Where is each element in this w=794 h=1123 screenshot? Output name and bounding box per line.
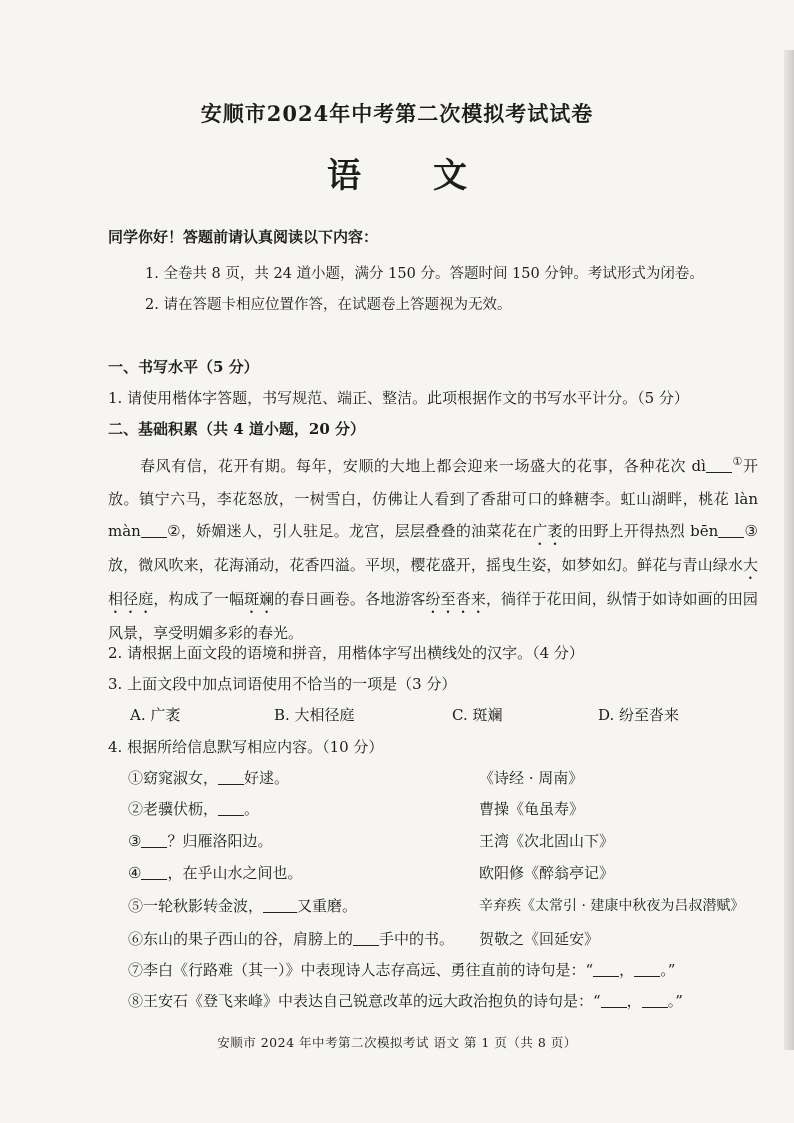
recite-item-5: ⑤一轮秋影转金波， 又重磨。 xyxy=(128,897,358,915)
question-4: 4. 根据所给信息默写相应内容。（10 分） xyxy=(108,738,384,756)
recite-blank xyxy=(218,800,244,816)
reading-passage: 春风有信，花开有期。每年，安顺的大地上都会迎来一场盛大的花事，各种花次 dì ①开放。镇宁六马，李花怒放，一树雪白，仿佛让人看到了香甜可口的蜂糖李。虹山湖畔，桃花 làn màn ②，娇媚迷人，引人驻足。龙宫，层层叠叠的油菜花在广袤的田野上开得热烈 bēn ③放，微风吹来，花海涌动，花香四溢。平坝，樱花盛开，摇曳生姿，如梦如幻。鲜花与青山绿水大相径庭，构成了一幅斑斓的春日画卷。各地游客纷至沓来，徜徉于花田间，纵情于如诗如画的田园风景，享受明媚多彩的春光。 xyxy=(108,455,758,642)
blank-mark-3: ③ xyxy=(744,522,758,540)
dotted-word-d: 纷至沓来 xyxy=(425,590,486,608)
recite-blank xyxy=(593,961,619,977)
recite-source-1: 《诗经 · 周南》 xyxy=(479,769,584,787)
question-3: 3. 上面文段中加点词语使用不恰当的一项是（3 分） xyxy=(108,675,457,693)
recite-blank xyxy=(263,897,297,913)
recite-blank xyxy=(141,864,167,880)
subject-char-2: 文 xyxy=(433,156,467,196)
recite-blank xyxy=(141,832,167,848)
blank-mark-2: ② xyxy=(166,522,181,540)
question-1: 1. 请使用楷体字答题，书写规范、端正、整洁。此项根据作文的书写水平计分。（5 分） xyxy=(108,389,689,407)
recite-item-7: ⑦李白《行路难（其一）》中表现诗人志存高远、勇往直前的诗句是：“ ， 。” xyxy=(128,961,676,979)
option-d: D. 纷至沓来 xyxy=(598,706,680,724)
recite-item-3: ③ ？归雁洛阳边。 xyxy=(128,832,273,850)
recite-blank xyxy=(353,930,379,946)
recite-source-4: 欧阳修《醉翁亭记》 xyxy=(479,864,615,882)
instruction-note-2: 2. 请在答题卡相应位置作答，在试题卷上答题视为无效。 xyxy=(145,297,512,313)
dotted-word-c: 斑斓 xyxy=(244,590,275,608)
blank-1 xyxy=(706,457,732,473)
section-1-heading: 一、书写水平（5 分） xyxy=(108,358,259,376)
recite-blank xyxy=(218,769,244,785)
instructions-greeting: 同学你好！答题前请认真阅读以下内容： xyxy=(108,228,379,246)
option-b: B. 大相径庭 xyxy=(274,706,355,724)
recite-item-2: ②老骥伏枥， 。 xyxy=(128,800,260,818)
recite-item-4: ④ ，在乎山水之间也。 xyxy=(128,864,303,882)
question-2: 2. 请根据上面文段的语境和拼音，用楷体字写出横线处的汉字。（4 分） xyxy=(108,644,584,662)
dotted-word-b: 大相径庭 xyxy=(108,556,758,608)
recite-blank xyxy=(601,992,627,1008)
recite-item-1: ①窈窕淑女， 好逑。 xyxy=(128,769,290,787)
exam-title: 安顺市2024年中考第二次模拟考试试卷 xyxy=(200,101,594,126)
subject-heading xyxy=(0,148,794,197)
recite-blank xyxy=(634,961,660,977)
option-c: C. 斑斓 xyxy=(452,706,503,724)
recite-blank xyxy=(642,992,668,1008)
option-a: A. 广袤 xyxy=(130,706,181,724)
page-footer: 安顺市 2024 年中考第二次模拟考试 语文 第 1 页（共 8 页） xyxy=(217,1035,577,1050)
blank-mark-1: ① xyxy=(731,455,743,468)
subject-char-1: 语 xyxy=(327,156,361,196)
instruction-note-1: 1. 全卷共 8 页，共 24 道小题，满分 150 分。答题时间 150 分钟。考试形式为闭卷。 xyxy=(145,266,704,282)
section-2-heading: 二、基础积累（共 4 道小题，20 分） xyxy=(108,420,365,438)
recite-source-5: 辛弃疾《太常引 · 建康中秋夜为吕叔潜赋》 xyxy=(479,898,745,914)
recite-source-6: 贺敬之《回延安》 xyxy=(479,930,600,948)
recite-item-8: ⑧王安石《登飞来峰》中表达自己锐意改革的远大政治抱负的诗句是：“ ， 。” xyxy=(128,992,683,1010)
recite-item-6: ⑥东山的果子西山的谷，肩膀上的 手中的书。 xyxy=(128,930,455,948)
blank-2 xyxy=(141,522,167,538)
recite-source-3: 王湾《次北固山下》 xyxy=(479,832,615,850)
blank-3 xyxy=(718,522,744,538)
scan-page-edge xyxy=(784,50,794,1050)
recite-source-2: 曹操《龟虽寿》 xyxy=(479,800,585,818)
dotted-word-a: 广袤 xyxy=(532,522,563,540)
